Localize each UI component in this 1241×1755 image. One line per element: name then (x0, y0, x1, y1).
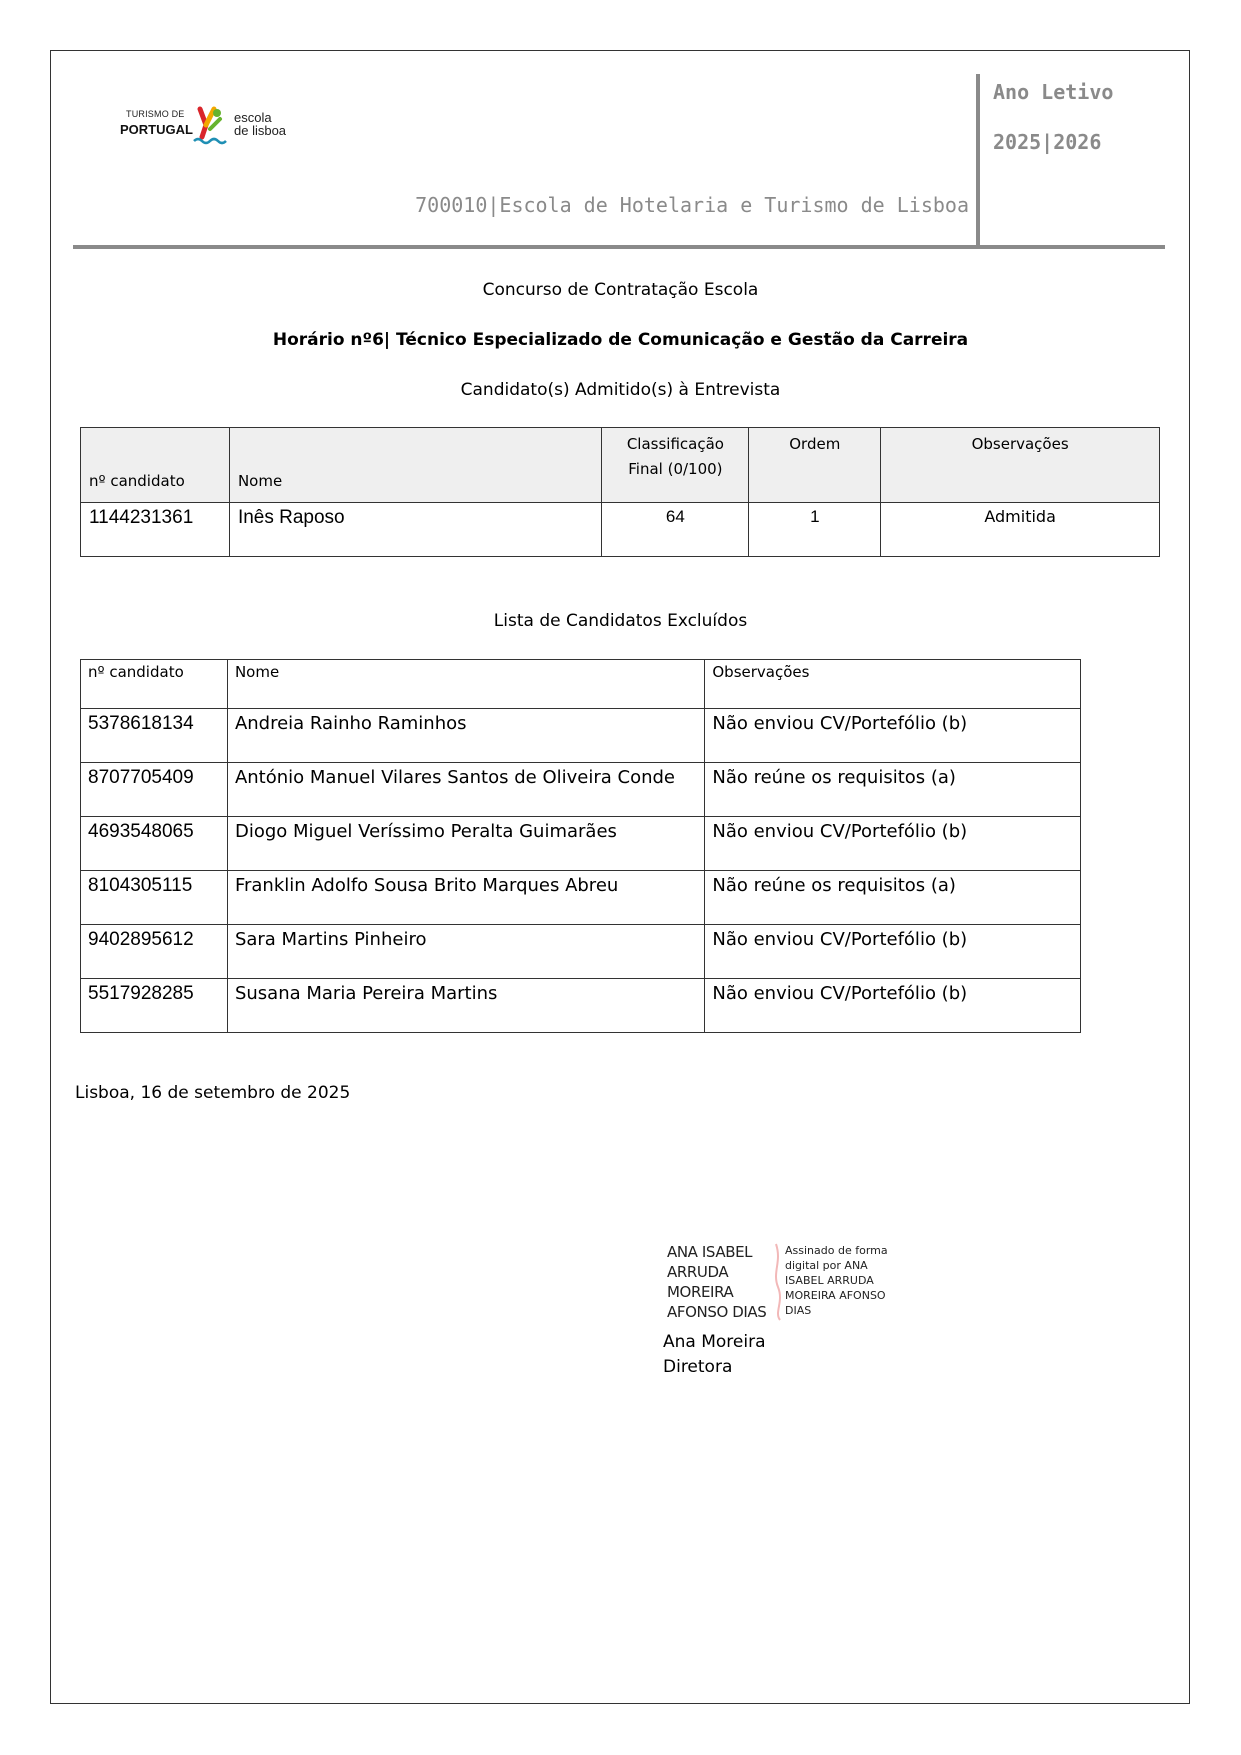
header-score-line1: Classificação (626, 435, 724, 453)
logo-text-escola (234, 111, 286, 137)
excluded-table-header (81, 660, 1081, 709)
candidate-notes: Não enviou CV/Portefólio (b) (705, 709, 1081, 763)
logo-text-portugal: PORTUGAL (120, 122, 193, 137)
header-name: Nome (227, 660, 704, 709)
logo-de-lisboa: de lisboa (234, 123, 287, 138)
header-horizontal-rule (73, 245, 1165, 249)
header-candidate-number: nº candidato (81, 428, 230, 503)
signature-name-line: ARRUDA (667, 1263, 729, 1281)
candidate-name: Sara Martins Pinheiro (227, 925, 704, 979)
header-vertical-rule (976, 74, 980, 246)
signature-name-line: MOREIRA (667, 1283, 734, 1301)
candidate-notes: Não enviou CV/Portefólio (b) (705, 817, 1081, 871)
candidate-number: 1144231361 (81, 503, 230, 557)
table-row (81, 871, 1081, 925)
candidate-name: António Manuel Vilares Santos de Oliveira Conde (227, 763, 704, 817)
schedule-title: Horário nº6| Técnico Especializado de Comunicação e Gestão da Carreira (272, 330, 969, 350)
table-row (81, 763, 1081, 817)
candidate-number: 4693548065 (81, 817, 228, 871)
signature-name-line: AFONSO DIAS (667, 1303, 767, 1321)
school-name: 700010|Escola de Hotelaria e Turismo de Lisboa (415, 193, 969, 217)
logo-escola: escola (234, 110, 272, 125)
candidate-name: Andreia Rainho Raminhos (227, 709, 704, 763)
candidate-notes: Não enviou CV/Portefólio (b) (705, 979, 1081, 1033)
header-order: Ordem (749, 428, 881, 503)
candidate-number: 8104305115 (81, 871, 228, 925)
school-year-label: Ano Letivo (993, 80, 1114, 104)
excluded-table (80, 659, 1081, 1033)
header-name: Nome (229, 428, 601, 503)
candidate-order: 1 (749, 503, 881, 557)
digital-signature-line: DIAS (785, 1304, 812, 1317)
digital-signature-note (785, 1243, 895, 1318)
school-year-value: 2025|2026 (993, 130, 1102, 154)
logo-text-turismo: TURISMO DE (126, 109, 185, 119)
table-row (81, 925, 1081, 979)
signature-flourish-icon (770, 1242, 786, 1322)
candidate-number: 5517928285 (81, 979, 228, 1033)
table-row (81, 709, 1081, 763)
signer-name: Ana Moreira (663, 1332, 766, 1352)
candidate-notes: Não reúne os requisitos (a) (705, 763, 1081, 817)
signer-block (663, 1330, 766, 1380)
excluded-title: Lista de Candidatos Excluídos (493, 611, 748, 631)
signature-name-line: ANA ISABEL (667, 1243, 753, 1261)
digital-signature-line: Assinado de forma (785, 1244, 888, 1257)
place-and-date: Lisboa, 16 de setembro de 2025 (75, 1083, 351, 1103)
candidate-score: 64 (602, 503, 749, 557)
admitted-table-header (81, 428, 1160, 503)
table-row (81, 817, 1081, 871)
candidate-notes: Não reúne os requisitos (a) (705, 871, 1081, 925)
header-notes: Observações (705, 660, 1081, 709)
logo-mark-icon (190, 105, 230, 149)
signer-role: Diretora (663, 1357, 733, 1377)
candidate-notes: Não enviou CV/Portefólio (b) (705, 925, 1081, 979)
table-row (81, 503, 1160, 557)
digital-signature-line: MOREIRA AFONSO (785, 1289, 886, 1302)
header-candidate-number: nº candidato (81, 660, 228, 709)
contest-title: Concurso de Contratação Escola (482, 280, 759, 300)
header-notes: Observações (881, 428, 1160, 503)
header-score-line2: Final (0/100) (628, 460, 723, 478)
school-logo (120, 105, 320, 151)
candidate-name: Franklin Adolfo Sousa Brito Marques Abreu (227, 871, 704, 925)
admitted-table (80, 427, 1160, 557)
digital-signature-line: ISABEL ARRUDA (785, 1274, 874, 1287)
candidate-name: Susana Maria Pereira Martins (227, 979, 704, 1033)
header-final-score (602, 428, 749, 503)
candidate-number: 8707705409 (81, 763, 228, 817)
candidate-notes: Admitida (881, 503, 1160, 557)
candidate-name: Inês Raposo (229, 503, 601, 557)
candidate-name: Diogo Miguel Veríssimo Peralta Guimarães (227, 817, 704, 871)
candidate-number: 9402895612 (81, 925, 228, 979)
table-row (81, 979, 1081, 1033)
signature-name (667, 1242, 766, 1322)
admitted-title: Candidato(s) Admitido(s) à Entrevista (460, 380, 781, 400)
digital-signature-line: digital por ANA (785, 1259, 868, 1272)
candidate-number: 5378618134 (81, 709, 228, 763)
